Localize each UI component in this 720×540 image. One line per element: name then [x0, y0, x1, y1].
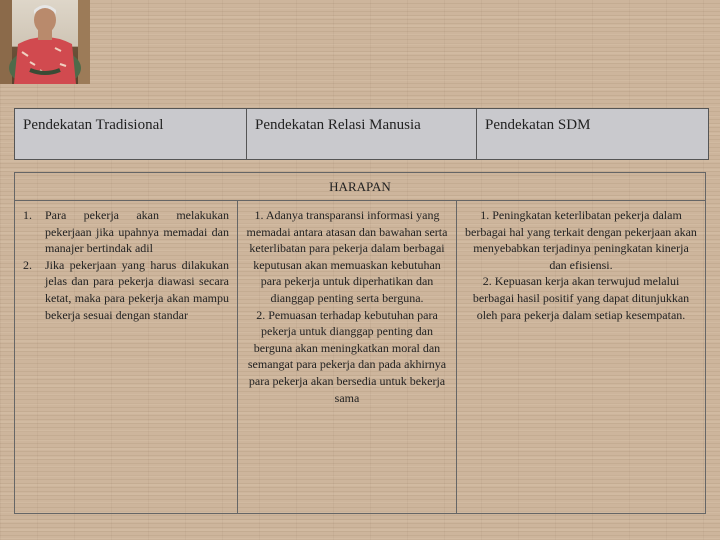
list-item [465, 207, 697, 273]
list-item [23, 207, 229, 257]
item-text: Peningkatan keterlibatan pekerja dalam berbagai hal yang terkait dengan pekerjaan akan menyebabkan terjadinya peningkatan kinerja dan efisiensi. [465, 208, 697, 272]
item-text: Kepuasan kerja akan terwujud melalui berbagai hasil positif yang dapat ditunjukkan oleh para pekerja dalam setiap kesempatan. [472, 274, 690, 322]
section-label: HARAPAN [15, 173, 705, 201]
item-number: 1. [480, 208, 490, 222]
header-traditional: Pendekatan Tradisional [15, 109, 247, 159]
list-item [246, 207, 448, 307]
header-hr: Pendekatan SDM [485, 117, 591, 133]
item-number: 2. [256, 307, 266, 322]
list-item [465, 273, 697, 323]
presenter-photo [0, 0, 90, 84]
item-number: 1. [23, 208, 32, 222]
item-number: 2. [23, 257, 32, 272]
column-human-relations [238, 201, 457, 513]
expectations-table [14, 172, 706, 514]
person-illustration [0, 0, 90, 84]
list-item [246, 307, 448, 407]
column-traditional [15, 201, 238, 513]
list-item [23, 257, 229, 323]
item-text: Adanya transparansi informasi yang memadai antara atasan dan bawahan serta keterlibatan para pekerja dalam berbagai keputusan akan memuaskan kebutuhan para pekerja untuk diperhatikan dan dianggap penting serta berguna. [246, 208, 448, 305]
item-number: 2. [482, 274, 492, 289]
item-number: 1. [254, 208, 264, 222]
column-hr [457, 201, 705, 513]
item-text: Para pekerja akan melakukan pekerjaan jika upahnya memadai dan manajer bertindak adil [45, 208, 229, 256]
header-human-relations: Pendekatan Relasi Manusia [247, 109, 477, 159]
item-text: Pemuasan terhadap kebutuhan para pekerja untuk dianggap penting dan berguna akan meningkatkan moral dan semangat para pekerja dan pada akhirnya para pekerja akan bersedia untuk bekerja sama [247, 307, 447, 405]
item-text: Jika pekerjaan yang harus dilakukan jelas dan para pekerja diawasi secara ketat, maka para pekerja akan mampu bekerja sesuai dengan standar [45, 257, 229, 322]
approach-header-row [14, 108, 709, 160]
